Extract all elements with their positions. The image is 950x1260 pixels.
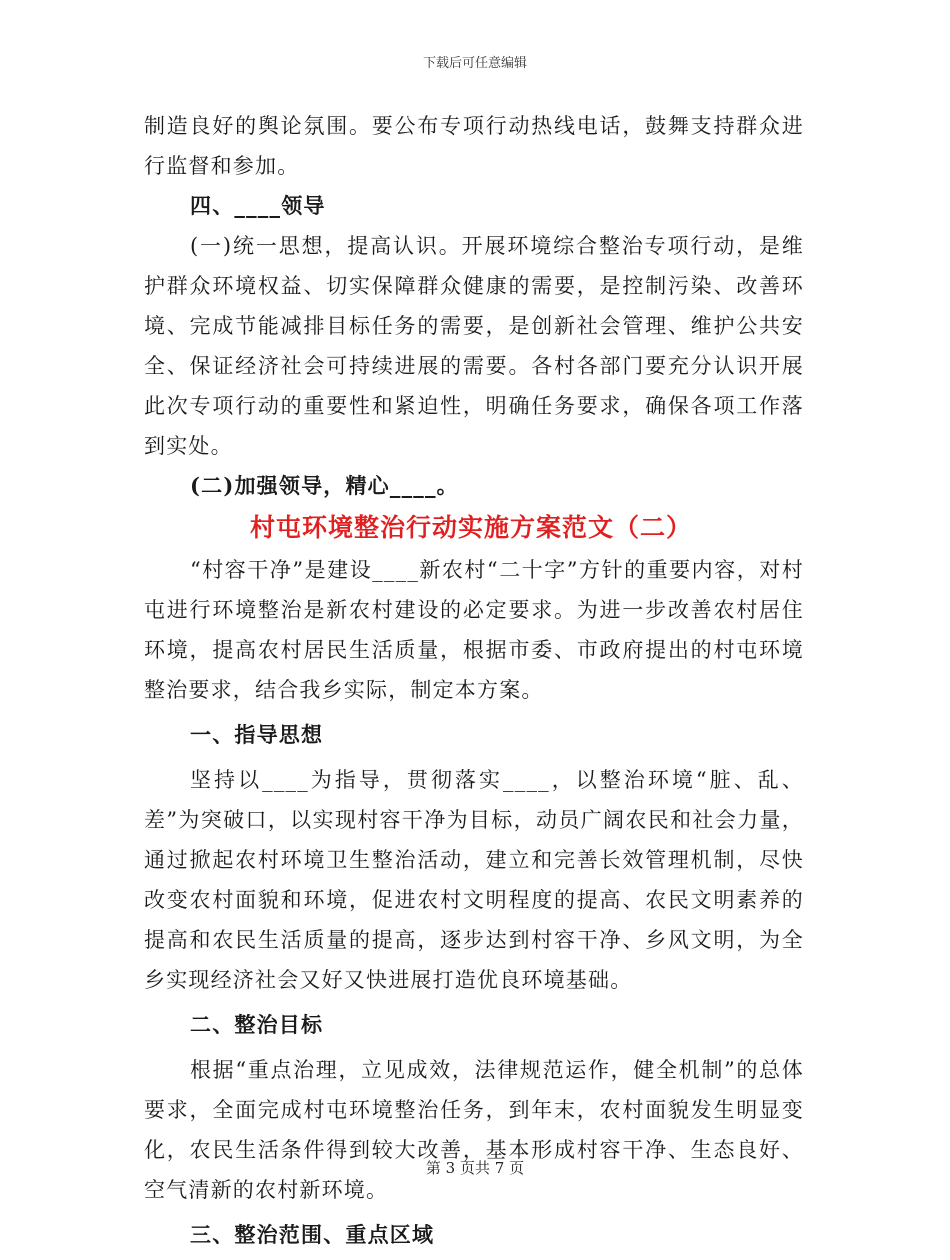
- section-heading-three: 三、整治范围、重点区域: [190, 1222, 435, 1247]
- section-heading-four: 四、____领导: [190, 193, 326, 218]
- document-body: [144, 106, 804, 1260]
- paragraph-continuation: 制造良好的舆论氛围。要公布专项行动热线电话，鼓舞支持群众进行监督和参加。: [144, 114, 804, 178]
- section-heading-one: 一、指导思想: [190, 722, 324, 747]
- paragraph-goals: 根据“重点治理，立见成效，法律规范运作，健全机制”的总体要求，全面完成村屯环境整治任务，到年末，农村面貌发生明显变化，农民生活条件得到较大改善，基本形成村容干净、生态良好、空气清新的农村新环境。: [144, 1058, 804, 1202]
- page-header: 下载后可任意编辑: [422, 56, 527, 71]
- paragraph-guiding-ideology: 坚持以____为指导，贯彻落实____，以整治环境“脏、乱、差”为突破口，以实现村容干净为目标，动员广阔农民和社会力量，通过掀起农村环境卫生整治活动，建立和完善长效管理机制，尽快改变农村面貌和环境，促进农村文明程度的提高、农民文明素养的提高和农民生活质量的提高，逐步达到村容干净、乡风文明，为全乡实现经济社会又好又快进展打造优良环境基础。: [144, 768, 804, 992]
- section-heading-two: 二、整治目标: [190, 1012, 324, 1037]
- document-title: 村屯环境整治行动实施方案范文（二）: [249, 513, 692, 542]
- paragraph-unify-thinking: (一)统一思想，提高认识。开展环境综合整治专项行动，是维护群众环境权益、切实保障群众健康的需要，是控制污染、改善环境、完成节能减排目标任务的需要，是创新社会管理、维护公共安全、保证经济社会可持续进展的需要。各村各部门要充分认识开展此次专项行动的重要性和紧迫性，明确任务要求，确保各项工作落到实处。: [144, 234, 804, 458]
- page-footer: 第 3 页共 7 页: [425, 1159, 525, 1177]
- paragraph-intro: “村容干净”是建设____新农村“二十字”方针的重要内容，对村屯进行环境整治是新农村建设的必定要求。为进一步改善农村居住环境，提高农村居民生活质量，根据市委、市政府提出的村屯环境整治要求，结合我乡实际，制定本方案。: [144, 558, 804, 702]
- paragraph-strengthen-leadership: (二)加强领导，精心____。: [190, 473, 459, 498]
